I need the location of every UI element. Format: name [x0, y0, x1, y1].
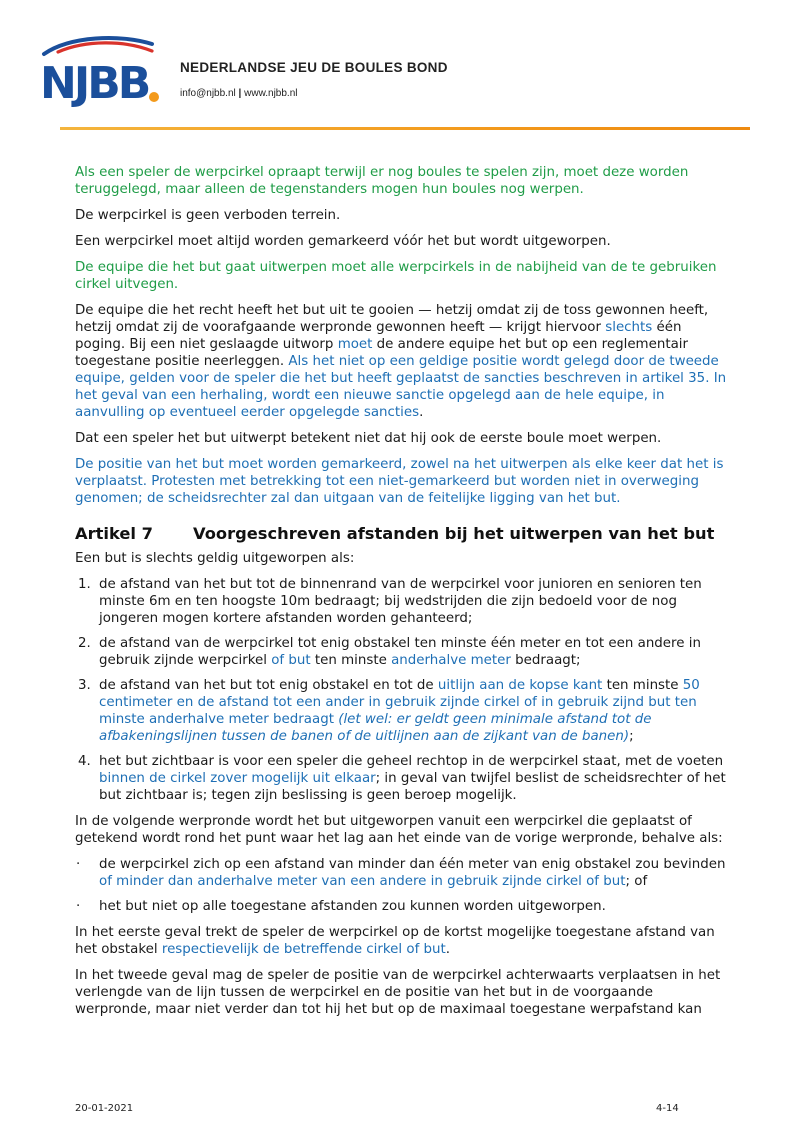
document-body [75, 164, 727, 1027]
li3-text-c: ten minste [602, 678, 683, 693]
list-marker-1: 1. [78, 577, 91, 592]
b2-text-a: het but niet op alle toegestane afstanden zou kunnen worden uitgeworpen. [99, 899, 606, 914]
paragraph-10: In het tweede geval mag de speler de positie van de werpcirkel achterwaarts verplaatsen in het verlengde van de lijn tussen de werpcirkel en de positie van het but in de voorgaande werpronde, maar niet verder dan tot hij het but op de maximaal toegestane werpafstand kan [75, 968, 721, 1017]
paragraph-3: Een werpcirkel moet altijd worden gemarkeerd vóór het but wordt uitgeworpen. [75, 234, 611, 249]
header-rule [60, 127, 750, 130]
b1-text-a: de werpcirkel zich op een afstand van minder dan één meter van enig obstakel zou bevinden [99, 857, 726, 872]
p5-text-e: de andere equipe het but op een reglementair toegestane positie neerleggen. [75, 337, 689, 369]
paragraph-9 [75, 924, 727, 958]
p5-text-d: moet [337, 337, 373, 352]
p5-text-c: één poging. Bij een niet geslaagde uitworp [75, 320, 682, 352]
article-intro: Een but is slechts geldig uitgeworpen als: [75, 551, 355, 566]
li2-text-a: de afstand van de werpcirkel tot enig obstakel ten minste één meter en tot een andere in gebruik zijnde werpcirkel [99, 636, 701, 668]
org-website[interactable]: www.njbb.nl [244, 88, 298, 99]
paragraph-4: De equipe die het but gaat uitwerpen moet alle werpcirkels in de nabijheid van de te gebruiken cirkel uitvegen. [75, 260, 717, 292]
article-number: Artikel 7 [75, 524, 154, 543]
logo-text: NJBB [40, 58, 149, 109]
paragraph-2: De werpcirkel is geen verboden terrein. [75, 208, 341, 223]
list-item-2 [75, 635, 727, 669]
p5-text-g: . [419, 405, 424, 420]
org-name: NEDERLANDSE JEU DE BOULES BOND [180, 60, 448, 75]
article-heading [75, 525, 727, 542]
list-item-4 [75, 753, 727, 804]
list-marker-3: 3. [78, 678, 91, 693]
bullet-item-1 [75, 856, 727, 890]
footer-page-number: 4-14 [656, 1103, 679, 1114]
njbb-logo [40, 34, 165, 110]
li4-text-a: het but zichtbaar is voor een speler die geheel rechtop in de werpcirkel staat, met de voeten [99, 754, 724, 769]
p9-text-a: In het eerste geval trekt de speler de werpcirkel op de kortst mogelijke toegestane afstand van het obstakel [75, 925, 715, 957]
list-item-1 [75, 576, 727, 627]
b1-text-c: ; of [625, 874, 648, 889]
bullet-item-2 [75, 898, 727, 915]
li1-text: de afstand van het but tot de binnenrand van de werpcirkel voor junioren en senioren ten minste 6m en ten hoogste 10m bedraagt; bij wedstrijden die zijn bedoeld voor de nog jongeren mogen kortere afstanden worden gehanteerd; [99, 577, 702, 626]
li2-text-e: bedraagt; [510, 653, 581, 668]
li3-text-g: ; [629, 729, 634, 744]
li3-text-f: (let wel: er geldt geen minimale afstand tot de afbakeningslijnen tussen de banen of de uitlijnen aan de zijkant van de banen) [99, 712, 652, 744]
li4-text-b: binnen de cirkel zover mogelijk uit elkaar [99, 771, 376, 786]
bullet-marker-2: · [76, 899, 81, 914]
li3-text-b: uitlijn aan de kopse kant [437, 678, 603, 693]
p5-text-a: De equipe die het recht heeft het but uit te gooien — hetzij omdat zij de toss gewonnen heeft, hetzij omdat zij de voorafgaande werpronde gewonnen heeft — krijgt hiervoor [75, 303, 709, 335]
paragraph-1: Als een speler de werpcirkel opraapt terwijl er nog boules te spelen zijn, moet deze worden teruggelegd, maar alleen de tegenstanders mogen hun boules nog werpen. [75, 165, 689, 197]
bullet-marker-1: · [76, 857, 81, 872]
list-marker-2: 2. [78, 636, 91, 651]
p9-text-b: respectievelijk de betreffende cirkel of but [161, 942, 446, 957]
li2-text-d: anderhalve meter [391, 653, 511, 668]
list-item-3 [75, 677, 727, 745]
article-title: Voorgeschreven afstanden bij het uitwerpen van het but [193, 524, 715, 543]
paragraph-5 [75, 302, 727, 421]
p5-text-b: slechts [605, 320, 653, 335]
page-header [0, 0, 799, 132]
paragraph-7: De positie van het but moet worden gemarkeerd, zowel na het uitwerpen als elke keer dat het is verplaatst. Protesten met betrekking tot een niet-gemarkeerd but worden niet in overweging genomen; de scheidsrechter zal dan uitgaan van de feitelijke ligging van het but. [75, 457, 724, 506]
bullet-list [75, 856, 727, 915]
numbered-list [75, 576, 727, 804]
li3-text-d: 50 centimeter en de afstand tot een ander in gebruik zijnde cirkel of in gebruik zijnd but ten minste anderhalve meter bedraagt [99, 678, 700, 727]
b1-text-b: of minder dan anderhalve meter van een andere in gebruik zijnde cirkel of but [99, 874, 626, 889]
p9-text-c: . [445, 942, 451, 957]
li3-text-a: de afstand van het but tot enig obstakel en tot de [99, 678, 438, 693]
li2-text-c: ten minste [310, 653, 392, 668]
org-email[interactable]: info@njbb.nl [180, 88, 236, 99]
org-contact [180, 88, 297, 99]
footer-date: 20-01-2021 [75, 1103, 134, 1114]
contact-separator: | [238, 88, 242, 99]
list-marker-4: 4. [78, 754, 91, 769]
li4-text-c: ; in geval van twijfel beslist de scheidsrechter of het but zichtbaar is; tegen zijn beslissing is geen beroep mogelijk. [99, 771, 726, 803]
paragraph-8: In de volgende werpronde wordt het but uitgeworpen vanuit een werpcirkel die geplaatst of getekend wordt rond het punt waar het lag aan het einde van de vorige werpronde, behalve als: [75, 814, 723, 846]
li2-text-b: of but [271, 653, 311, 668]
p5-text-f: Als het niet op een geldige positie wordt gelegd door de tweede equipe, gelden voor de speler die het but heeft geplaatst de sancties beschreven in artikel 35. In het geval van een herhaling, wordt een nieuwe sanctie opgelegd aan de hele equipe, in aanvulling op eventueel eerder opgelegde sancties [75, 354, 727, 420]
paragraph-6: Dat een speler het but uitwerpt betekent niet dat hij ook de eerste boule moet werpen. [75, 431, 662, 446]
